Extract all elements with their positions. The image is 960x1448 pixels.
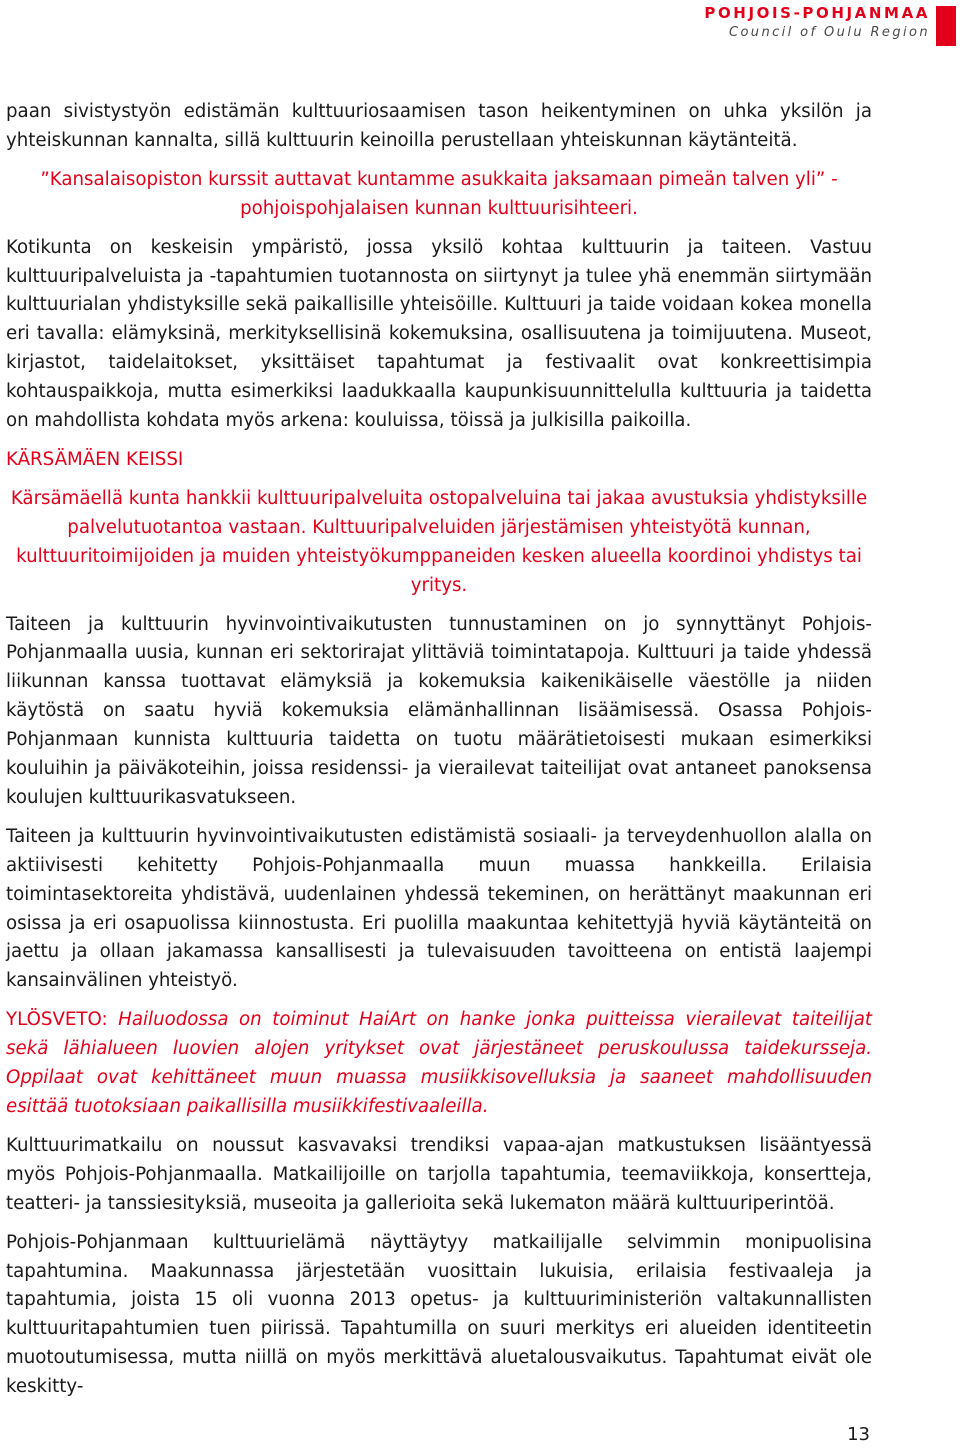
- paragraph-events: Pohjois-Pohjanmaan kulttuurielämä näyttäytyy matkailijalle selvimmin monipuolisina tapahtumina. Maakunnassa järjestetään vuosittain lukuisia, erilaisia festivaaleja ja tapahtumia, joista 15 oli vuonna 2013 opetus- ja kulttuuriministeriön valtakunnallisten kulttuuritapahtumien tuen piirissä. Tapahtumilla on suuri merkitys eri alueiden identiteetin muotoutumisessa, mutta niillä on myös merkittävä aluetalousvaikutus. Tapahtumat eivät ole keskitty-: [6, 1231, 872, 1398]
- brand-square-icon: [936, 6, 956, 46]
- page-content: [6, 98, 872, 1412]
- paragraph-social-health: Taiteen ja kulttuurin hyvinvointivaikutusten edistämistä sosiaali- ja terveydenhuollon alalla on aktiivisesti kehitetty Pohjois-Pohjanmaalla muun muassa hankkeilla. Erilaisia toimintasektoreita yhdistävä, uudenlainen yhdessä tekeminen, on herättänyt maakunnan eri osissa ja eri osapuolissa kiinnostusta. Eri puolilla maakuntaa kehitettyjä hyviä käytänteitä on jaettu ja ollaan jakamassa kansallisesti ja tulevaisuuden tavoitteena on entistä laajempi kansainvälinen yhteistyö.: [6, 825, 872, 992]
- paragraph-home-municipality: Kotikunta on keskeisin ympäristö, jossa yksilö kohtaa kulttuurin ja taiteen. Vastuu kulttuuripalveluista ja -tapahtumien tuotannosta on siirtynyt ja tulee yhä enemmän siirtymään kulttuurialan yhdistyksille sekä paikallisille yhteisöille. Kulttuuri ja taide voidaan kokea monella eri tavalla: elämyksinä, merkityksellisinä kokemuksina, osallisuutena ja toimijuutena. Museot, kirjastot, taidelaitokset, yksittäiset tapahtumat ja festivaalit ovat konkreettisimpia kohtauspaikkoja, mutta esimerkiksi laadukkaalla kaupunkisuunnittelulla kulttuuria ja taidetta on mahdollista kohdata myös arkena: kouluissa, töissä ja julkisilla paikoilla.: [6, 236, 872, 432]
- brand-name: POHJOIS-POHJANMAA: [704, 4, 930, 22]
- highlight-text: Hailuodossa on toiminut HaiArt on hanke jonka puitteissa vierailevat taiteilijat sekä lähialueen luovien alojen yritykset ovat järjestäneet peruskoulussa taidekursseja. Oppilaat ovat kehittäneet muun muassa musiikkisovelluksia ja saaneet mahdollisuuden esittää tuotoksiaan paikallisilla musiikkifestivaaleilla.: [6, 1009, 872, 1117]
- page-number: 13: [847, 1424, 870, 1445]
- paragraph-wellbeing-effects: Taiteen ja kulttuurin hyvinvointivaikutusten tunnustaminen on jo synnyttänyt Pohjois-Pohjanmaalla uusia, kunnan eri sektorirajat ylittäviä toimintatapoja. Kulttuuri ja taide yhdessä liikunnan kanssa tuottavat elämyksiä ja kokemuksia kaikenikäiselle väestölle ja niiden käytöstä on saatu hyviä kokemuksia elämänhallinnan lisäämisessä. Osassa Pohjois-Pohjanmaan kunnista kulttuuria taidetta on tuotu määrätietoisesti mukaan esimerkiksi kouluihin ja päiväkoteihin, joissa residenssi- ja vierailevat taiteilijat ovat antaneet panoksensa koulujen kulttuurikasvatukseen.: [6, 613, 872, 808]
- case-heading: KÄRSÄMÄEN KEISSI: [6, 448, 184, 470]
- pull-quote: ”Kansalaisopiston kurssit auttavat kuntamme asukkaita jaksamaan pimeän talven yli” - pohjoispohjalaisen kunnan kulttuurisihteeri.: [40, 168, 838, 219]
- brand-subtitle: Council of Oulu Region: [728, 25, 930, 40]
- paragraph-cultural-tourism: Kulttuurimatkailu on noussut kasvavaksi trendiksi vapaa-ajan matkustuksen lisääntyessä myös Pohjois-Pohjanmaalla. Matkailijoille on tarjolla tapahtumia, teemaviikkoja, konsertteja, teatteri- ja tanssiesityksiä, museoita ja gallerioita sekä lukematon määrä kulttuuriperintöä.: [6, 1134, 872, 1214]
- highlight-box: [6, 1006, 872, 1122]
- case-body: Kärsämäellä kunta hankkii kulttuuripalveluita ostopalveluina tai jakaa avustuksia yhdistyksille palvelutuotantoa vastaan. Kulttuuripalveluiden järjestämisen yhteistyötä kunnan, kulttuuritoimijoiden ja muiden yhteistyökumppaneiden kesken alueella koordinoi yhdistys tai yritys.: [10, 487, 868, 596]
- paragraph-intro: paan sivistystyön edistämän kulttuuriosaamisen tason heikentyminen on uhka yksilön ja yhteiskunnan kannalta, sillä kulttuurin keinoilla perustellaan yhteiskunnan käytänteitä.: [6, 101, 872, 151]
- highlight-label: YLÖSVETO:: [6, 1009, 108, 1031]
- page-header: [0, 0, 960, 60]
- brand-logo: [704, 4, 930, 40]
